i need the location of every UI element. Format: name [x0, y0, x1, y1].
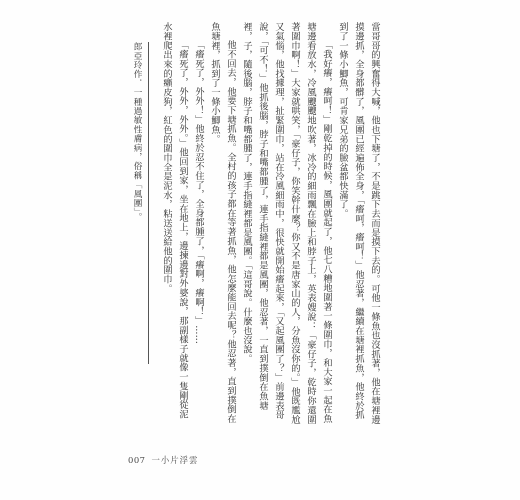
paragraph-5: 「癢死了，外外，外外。」他回到家，坐在地上，邊揀邊對外婆說，那副樣子就像一隻剛從泥水裡爬出來的癩皮狗，紅色的圍巾全是泥水，粘送送給他的圍巾。 — [161, 22, 188, 420]
paragraph-2: 「我好癢，癢呵！」剛乾掉的時候，風團就起了，他七八糟地圍著一條圍巾，和大家一起在魚塘邊看放水，冷風颼颼地吹著，冰冷的細雨飄在臉上和脖子上，英表嫂說：「豪仔子，乾時你還圍著圍巾啊！」大家就哄笑，「豪仔子，你笑幹什麼？你又不是唐家山的人，分魚沒你的。」他既尷尬又氣惱，他找據理，扯緊圍巾，站在冷風細雨中，很快就開始癢起來，「又起風團了？」前邊表哥說，「可不！」他抓後腦，脖子和嘴都腫了，連手指縫裡都是風團，他忍著，一直到撲倒在魚塘裡，子，隨後腦，脖子和嘴都腫了，連手指縫裡都是風團。「這哥說。什麼也沒說。 — [241, 22, 332, 425]
paragraph-1: 當哥哥的興奮得大喊，他也下塘了，不是跳下去而是摸下去的。可他一條魚也沒抓著，他在塘裡邊摸邊抓，全身都髒了，風團已經遍佈全身，「癢呵，癢呵！」他忍著，繼續在塘裡抓魚，他終於抓到了一條小鯽魚，可肯家兄弟的臉盆都快滿了。 — [337, 22, 380, 425]
paragraph-3: 他不回去，他要下塘抓魚。全村的孩子都在等著抓魚，他怎麼能回去呢？他忍著，直到撲倒在魚塘裡，抓到了一條小鯽魚。 — [209, 22, 236, 424]
book-title: 一小片浮雲 — [151, 455, 199, 465]
running-header: 郎亞玲作．一種過敏性膚病，俗稱「風團」。 — [132, 42, 142, 222]
body-text — [160, 22, 382, 428]
header-rule — [148, 42, 149, 364]
page-footer — [128, 454, 198, 466]
page-number: 007 — [128, 455, 146, 465]
paragraph-4: 「癢死了，外外！」他終於忍不住了，全身都腫了，「癢啊，癢啊！」…… — [193, 40, 204, 345]
